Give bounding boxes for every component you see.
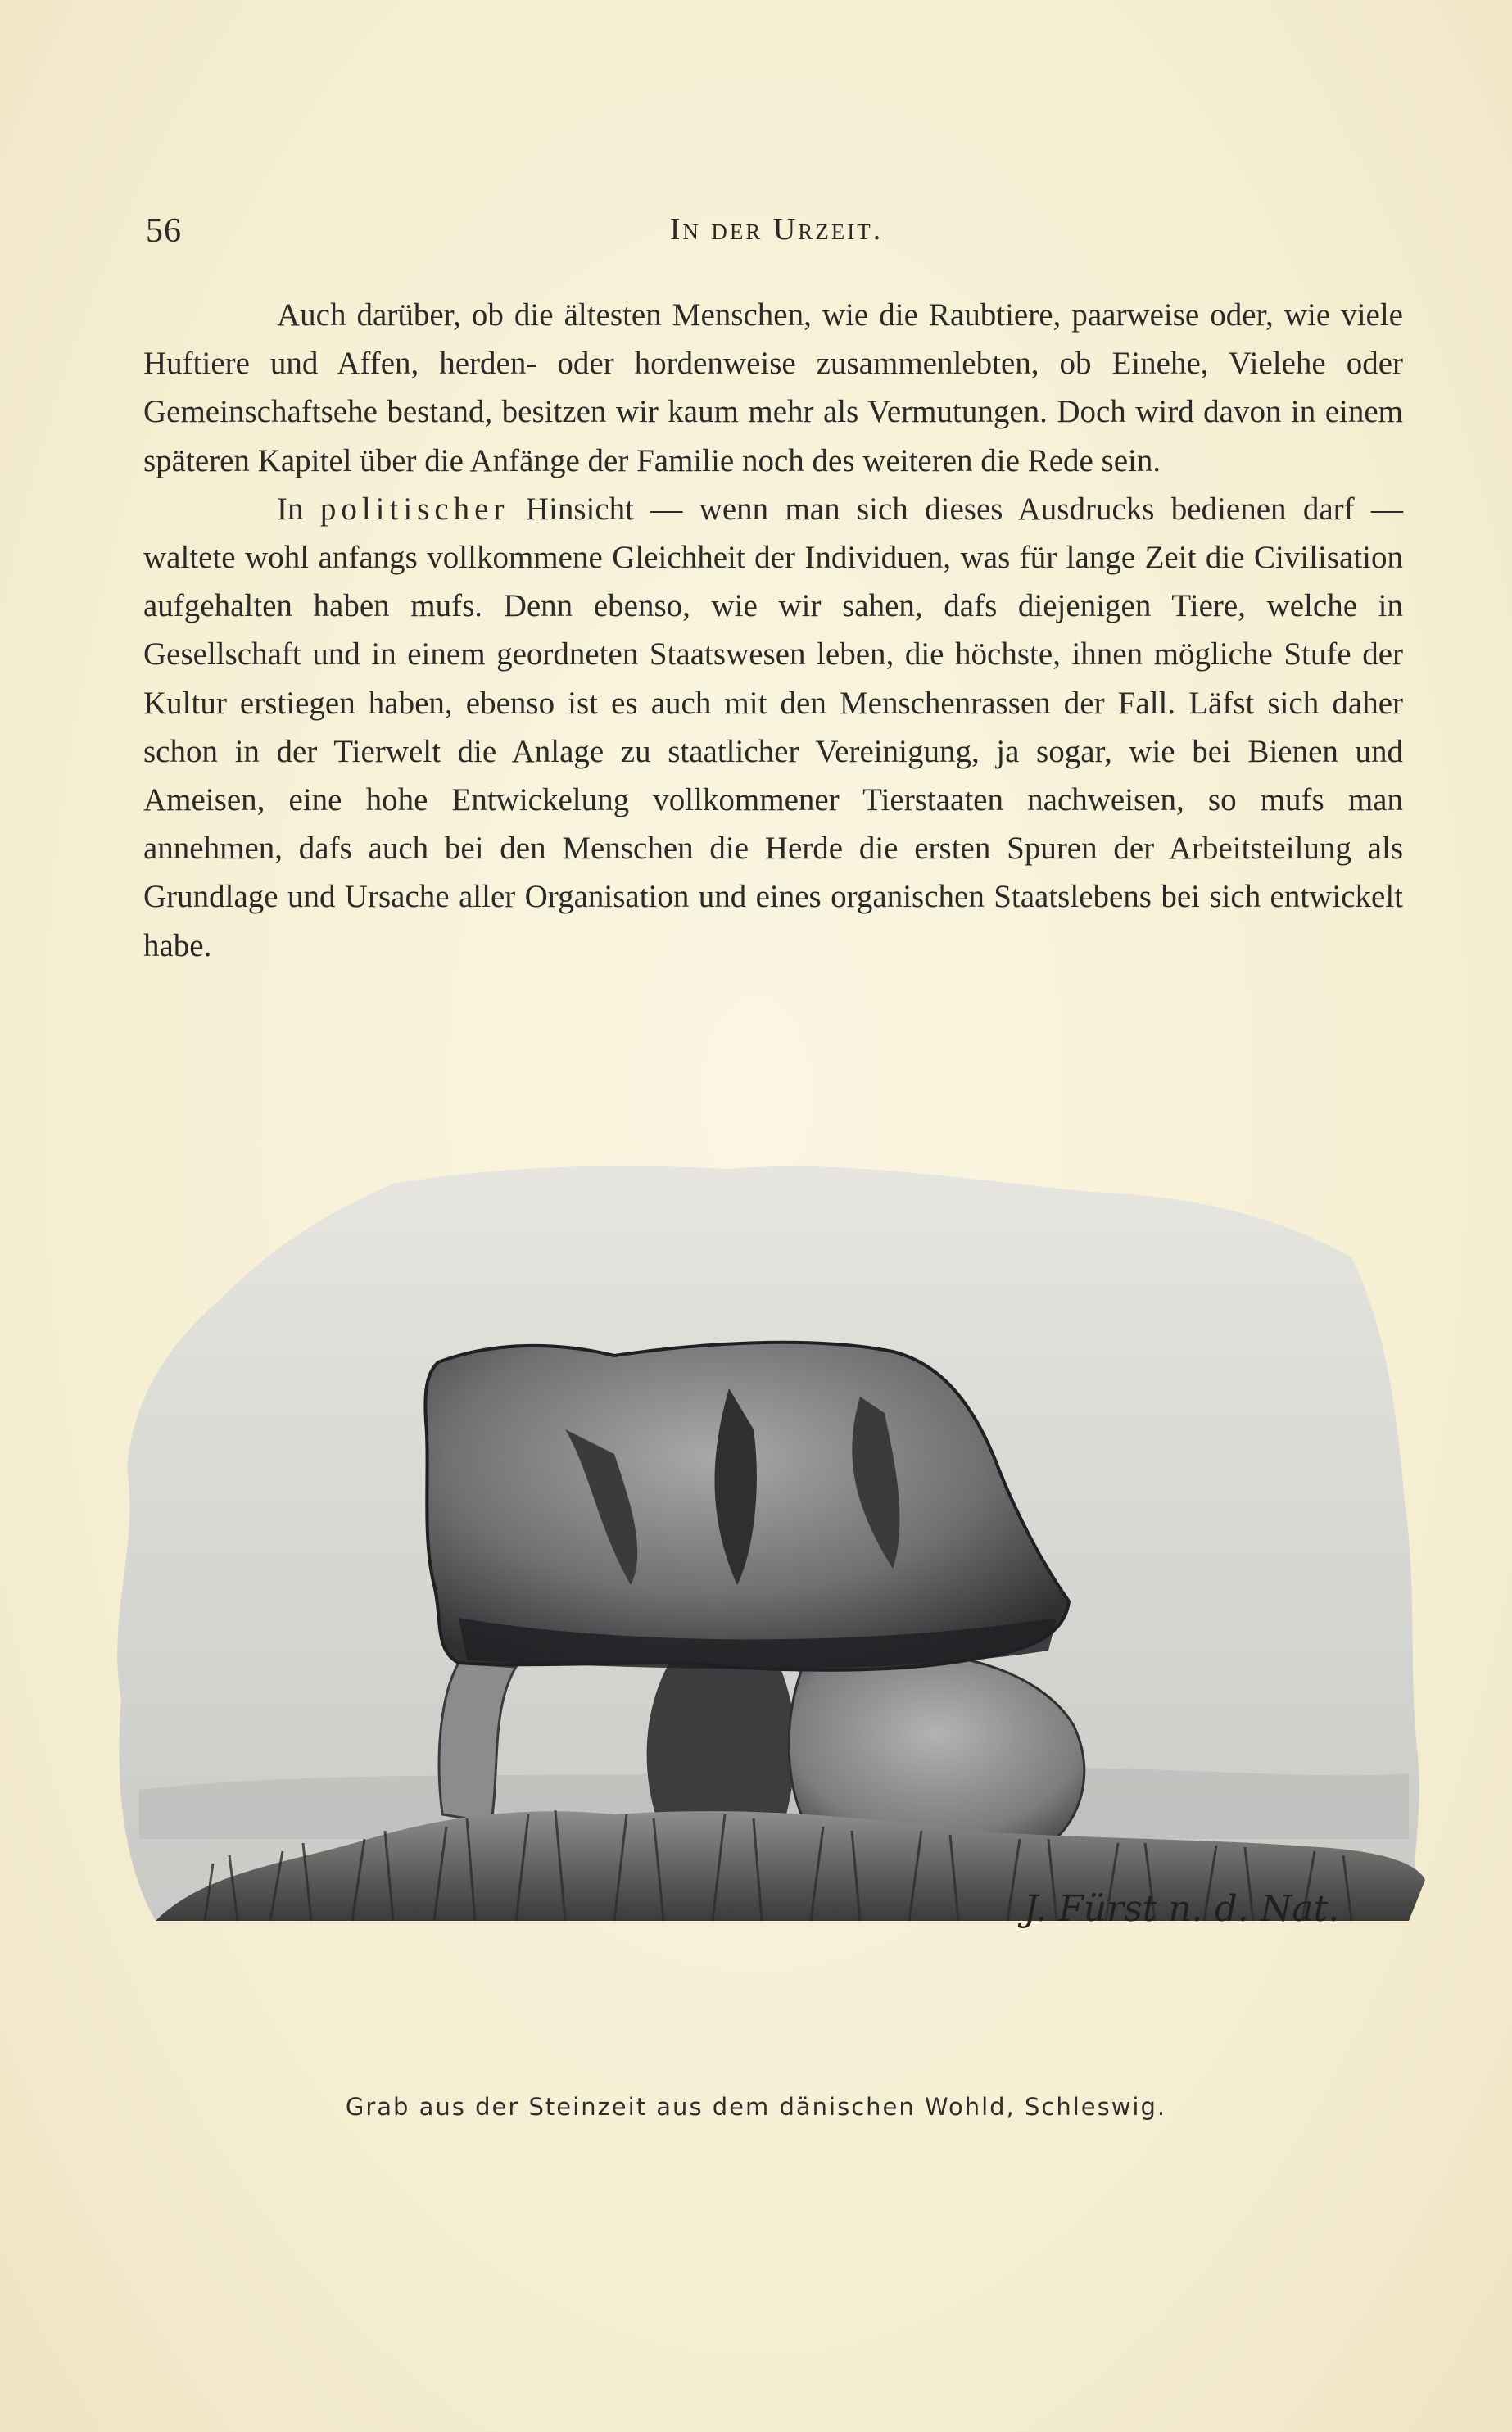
dolmen-illustration bbox=[106, 1159, 1429, 2003]
paragraph-2-text: Hinsicht — wenn man sich dieses Ausdrucks bedienen darf — waltete wohl anfangs vollkommene Gleichheit der Individuen, was für lange Zeit die Civilisation aufgehalten haben mufs. Denn ebenso, wie wir sahen, dafs diejenigen Tiere, welche in Gesellschaft und in einem geordneten Staatswesen leben, die höchste, ihnen mögliche Stufe der Kultur erstiegen haben, ebenso ist es auch mit den Menschenrassen der Fall. Läfst sich daher schon in der Tierwelt die Anlage zu staatlicher Vereinigung, ja sogar, wie bei Bienen und Ameisen, eine hohe Entwickelung vollkommener Tierstaaten nachweisen, so mufs man annehmen, dafs auch bei den Menschen die Herde die ersten Spuren der Arbeitsteilung als Grundlage und Ursache aller Organisation und eines organischen Staatslebens bei sich entwickelt habe. bbox=[143, 491, 1403, 963]
paragraph-1 bbox=[143, 291, 1403, 485]
body-text bbox=[143, 291, 1403, 970]
paragraph-2-prefix: In bbox=[277, 491, 304, 527]
middle-support-stone bbox=[647, 1659, 795, 1814]
dolmen-drawing bbox=[106, 1159, 1429, 2003]
running-title: In der Urzeit. bbox=[669, 212, 884, 247]
artist-signature: J. Fürst n. d. Nat. bbox=[1024, 1888, 1340, 1930]
paragraph-1-text: Auch darüber, ob die ältesten Menschen, wie die Raubtiere, paarweise oder, wie viele Huftiere und Affen, herden- oder hordenweise zusammenlebten, ob Einehe, Vielehe oder Gemeinschaftsehe bestand, besitzen wir kaum mehr als Vermutungen. Doch wird davon in einem späteren Kapitel über die Anfänge der Familie noch des weiteren die Rede sein. bbox=[143, 297, 1403, 478]
paragraph-2 bbox=[143, 485, 1403, 970]
paragraph-2-spaced-word: politischer bbox=[319, 491, 509, 527]
page-header bbox=[146, 211, 1407, 260]
figure-caption: Grab aus der Steinzeit aus dem dänischen Wohld, Schleswig. bbox=[345, 2093, 1167, 2121]
page-number: 56 bbox=[146, 212, 182, 250]
